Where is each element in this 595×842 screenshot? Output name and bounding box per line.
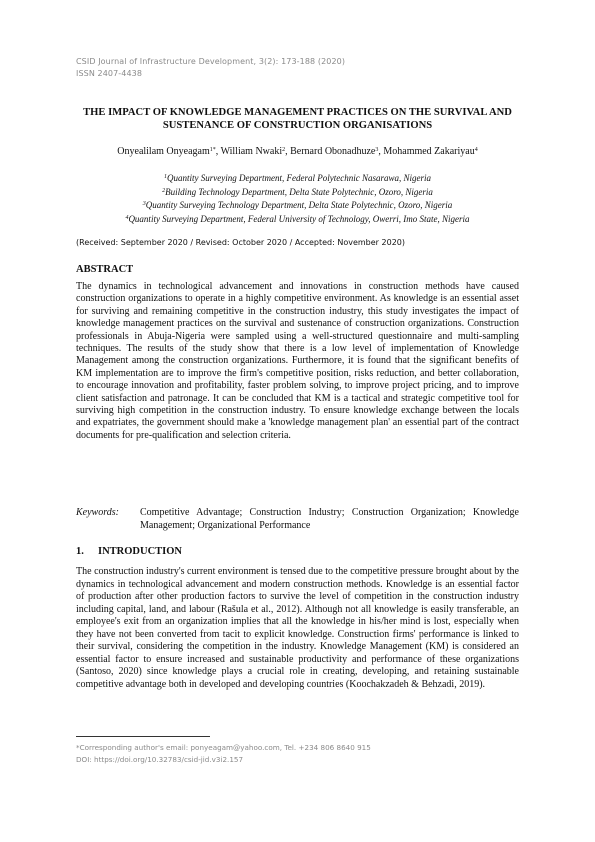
introduction-body: The construction industry's current environment is tensed due to the competitive pressure brought about by the dynamics in technological advancement and modern construction methods. Knowledge is an essential factor of production after other production factors to survive the level of competition in the construction industry including capital, land, and labour (Rašula et al., 2012). Although not all knowledge is easily transferable, an employee's exit from an organization implies that all the knowledge in his/her mind is lost, especially when they have not been converted from tacit to explicit knowledge. Construction firms' performance is linked to their survival, considering the competition in the industry. Knowledge Management (KM) is considered an essential factor to ensure increased and sustainable productivity and performance of these organizations (Santoso, 2020) since knowledge plays a crucial role in creating, developing, and retaining sustainable competitive advantage both in developed and developing countries (Koochakzadeh & Behzadi, 2019).	[76, 566, 519, 690]
keywords-block	[76, 506, 519, 532]
section-title: INTRODUCTION	[98, 546, 183, 557]
affiliation: $^3$Quantity Surveying Technology Department, Delta State Polytechnic, Ozoro, Nigeria	[142, 200, 453, 210]
keywords-list: Competitive Advantage; Construction Industry; Construction Organization; Knowledge Management; Organizational Performance	[140, 507, 519, 531]
abstract-heading: ABSTRACT	[76, 264, 134, 275]
footnote-divider	[76, 736, 210, 737]
journal-issn: ISSN 2407-4438	[76, 69, 143, 78]
introduction-heading	[76, 546, 182, 557]
footnotes	[76, 742, 519, 766]
corresponding-author-note: *Corresponding author's email: ponyeagam@yahoo.com, Tel. +234 806 8640 915	[76, 743, 371, 752]
author-list	[76, 146, 519, 157]
submission-dates: (Received: September 2020 / Revised: October 2020 / Accepted: November 2020)	[76, 238, 405, 247]
affiliation-list	[76, 172, 519, 226]
author: Onyealilam Onyeagam$^{1*}$,	[117, 146, 221, 157]
journal-header	[76, 56, 526, 80]
paper-title: THE IMPACT OF KNOWLEDGE MANAGEMENT PRACTICES ON THE SURVIVAL AND SUSTENANCE OF CONSTRUCTION ORGANISATIONS	[83, 107, 512, 131]
keywords-label: Keywords:	[76, 507, 119, 518]
affiliation: $^1$Quantity Surveying Department, Federal Polytechnic Nasarawa, Nigeria	[164, 173, 431, 183]
abstract-body: The dynamics in technological advancement and innovations in construction methods have caused construction organizations to operate in a highly competitive environment. As knowledge is an essential asset for surviving and remaining competitive in the construction industry, this study investigates the impact of knowledge management practices on the survival and sustenance of construction organizations. Construction professionals in Abuja-Nigeria were sampled using a well-structured questionnaire and multi-sampling techniques. The results of the study show that there is a low level of implementation of Knowledge Management among the construction organizations. Furthermore, it is found that the significant benefits of KM implementation are to improve the firm's competitive position, risks reduction, and better collaboration, to encourage innovation and profitability, faster problem solving, to improve project pricing, and to improve client satisfaction and patronage. It can be concluded that KM is a tactical and strategic competitive tool for surviving high competition in the construction industry. To ensure knowledge exchange between the locals and expatriates, the government should make a 'knowledge management plan' an essential part of the contract documents for pre-qualification and selection criteria.	[76, 281, 519, 441]
doi-link[interactable]: DOI: https://doi.org/10.32783/csid-jid.v3i2.157	[76, 755, 244, 764]
author: Bernard Obonadhuze$^3$,	[290, 146, 384, 157]
section-number: 1.	[76, 546, 84, 557]
author: Mohammed Zakariyau$^4$	[383, 146, 478, 157]
affiliation: $^4$Quantity Surveying Department, Federal University of Technology, Owerri, Imo State, Nigeria	[125, 213, 470, 224]
author: William Nwaki$^2$,	[220, 146, 291, 157]
affiliation: $^2$Building Technology Department, Delta State Polytechnic, Ozoro, Nigeria	[162, 186, 433, 197]
journal-citation: CSID Journal of Infrastructure Development, 3(2): 173-188 (2020)	[76, 57, 346, 66]
